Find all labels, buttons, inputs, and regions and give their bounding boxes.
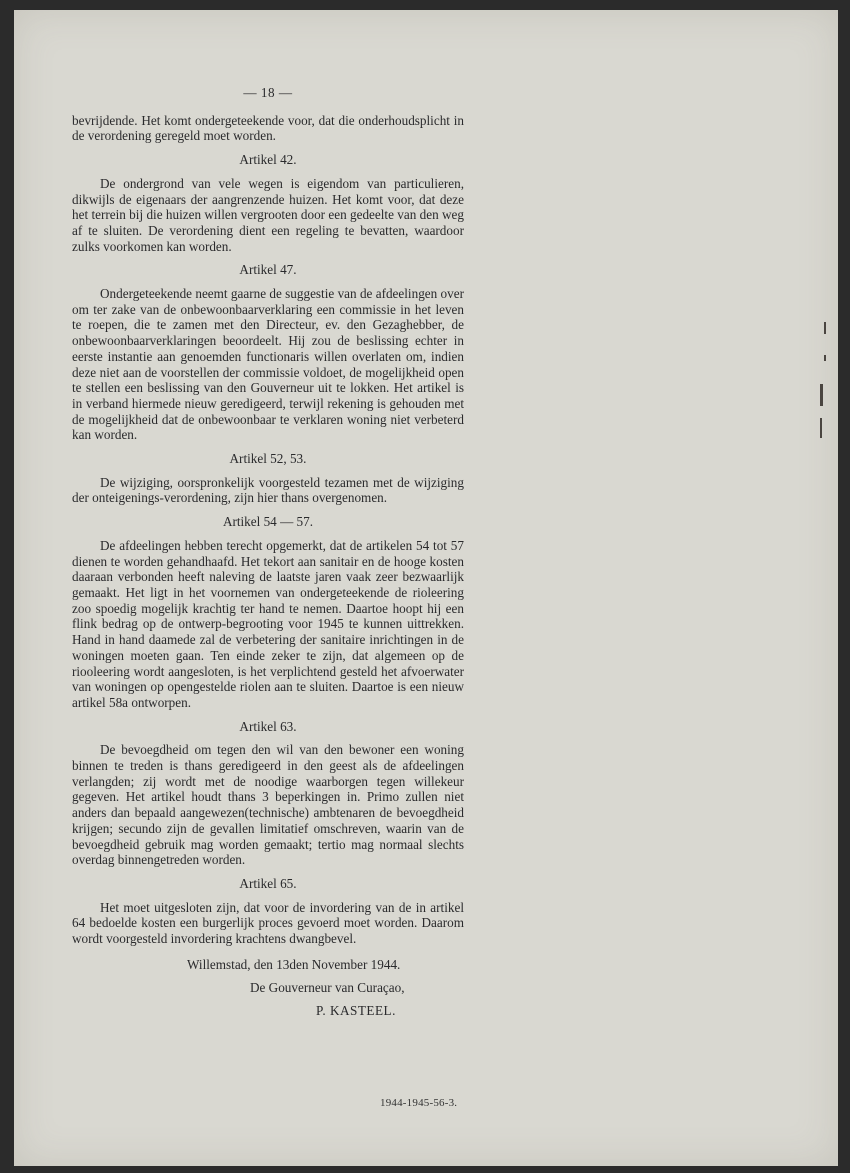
article-paragraph: De afdeelingen hebben terecht opgemerkt, dat de artikelen 54 tot 57 dienen te worden gehandhaafd. Het tekort aan sanitair en de hooge kosten daaraan verbonden heeft naleving de laatste jaren vaak zeer bezwaarlijk gemaakt. Het ligt in het voornemen van ondergeteekende de rioleering zoo spoedig mogelijk krachtig ter hand te nemen. Daartoe hoopt hij een flink bedrag op de ontwerp-begrooting voor 1945 te kunnen uittrekken. Hand in hand daamede zal de verbetering der sanitaire inrichtingen in de woningen moeten gaan. Ten einde zeker te zijn, dat algemeen op de riooleering wordt aangesloten, is het verplichtend gesteld het afvoerwater van woningen op opengestelde riolen aan te sluiten. Daartoe is een nieuw artikel 58a ontworpen. [72, 537, 464, 710]
intro-paragraph: bevrijdende. Het komt ondergeteekende voor, dat die onderhoudsplicht in de verordening geregeld moet worden. [72, 112, 464, 144]
article-heading: Artikel 52, 53. [229, 451, 307, 467]
margin-mark [824, 322, 826, 334]
article-heading: Artikel 42. [239, 152, 297, 168]
article-heading: Artikel 47. [239, 262, 297, 278]
signature: P. KASTEEL. [316, 1003, 396, 1019]
article-heading: Artikel 63. [239, 718, 297, 734]
article-paragraph: De bevoegdheid om tegen den wil van den bewoner een woning binnen te treden is thans geredigeerd in den geest als de afdeelingen verlangden; zij wordt met de noodige waarborgen tegen willekeur gegeven. Het artikel houdt thans 3 beperkingen in. Primo zullen niet anders dan bepaald aangewezen(technische) ambtenaren de bevoegdheid krijgen; secundo zijn de gevallen limitatief omschreven, waarin van de bevoegdheid gebruik mag worden gemaakt; tertio mag normaal slechts overdag binnengetreden worden. [72, 742, 464, 868]
article-heading: Artikel 54 — 57. [222, 514, 314, 530]
margin-mark [820, 418, 822, 438]
article-paragraph: Het moet uitgesloten zijn, dat voor de invordering van de in artikel 64 bedoelde kosten een burgerlijk proces gevoerd moet worden. Daarom wordt voorgesteld invordering krachtens dwangbevel. [72, 899, 464, 947]
document-reference: 1944-1945-56-3. [380, 1097, 458, 1109]
governor-title: De Gouverneur van Curaçao, [250, 980, 405, 996]
article-heading: Artikel 65. [239, 875, 297, 891]
page-number: — 18 — [243, 85, 293, 100]
place-date: Willemstad, den 13den November 1944. [187, 956, 401, 972]
article-paragraph: De ondergrond van vele wegen is eigendom van particulieren, dikwijls de eigenaars der aangrenzende huizen. Het komt voor, dat deze het terrein bij die huizen willen vergrooten door een gedeelte van den weg af te sluiten. De verordening dient een regeling te bevatten, waardoor zulks voorkomen kan worden. [72, 175, 464, 254]
margin-mark [820, 384, 823, 406]
document-body [72, 85, 464, 1019]
article-paragraph: Ondergeteekende neemt gaarne de suggestie van de afdeelingen over om ter zake van de onbewoonbaarverklaring een commissie in het leven te roepen, die te zamen met den Directeur, ev. den Gezaghebber, de onbewoonbaarverklaringen beoordeelt. Hij zou de beslissing echter in eerste instantie aan genoemden functionaris willen overlaten om, indien deze niet aan de voorstellen der commissie voldoet, de mogelijkheid open te stellen een beslissing van den Gouverneur uit te lokken. Het artikel is in verband hiermede nieuw geredigeerd, terwijl rekening is gehouden met de mogelijkheid dat de onbewoonbaar te verklaren woning niet verbeterd kan worden. [72, 286, 464, 443]
margin-mark [824, 355, 826, 361]
article-paragraph: De wijziging, oorspronkelijk voorgesteld tezamen met de wijziging der onteigenings-verordening, zijn hier thans overgenomen. [72, 474, 464, 506]
